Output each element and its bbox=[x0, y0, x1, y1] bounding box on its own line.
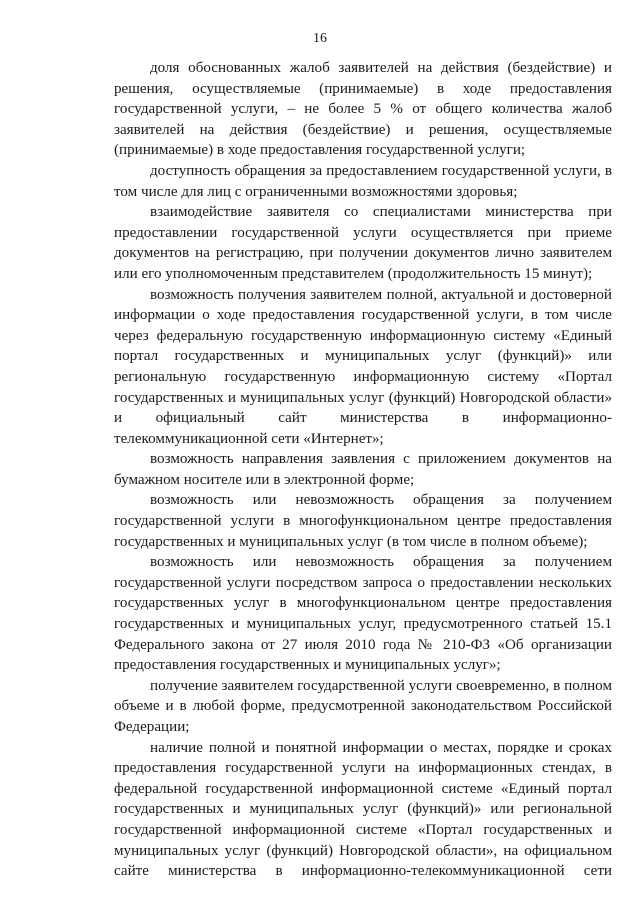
document-body bbox=[114, 58, 612, 882]
paragraph-complaints-share: доля обоснованных жалоб заявителей на действия (бездействие) и решения, осуществляемые (принимаемые) в ходе предоставления государственной услуги, – не более 5 % от общего количества жалоб заявителей на действия (бездействие) и решения, осуществляемые (принимаемые) в ходе предоставления государственной услуги; bbox=[114, 60, 612, 159]
paragraph-accessibility: доступность обращения за предоставлением государственной услуги, в том числе для лиц с ограниченными возможностями здоровья; bbox=[114, 162, 612, 200]
paragraph-information-access: возможность получения заявителем полной, актуальной и достоверной информации о ходе предоставления государственной услуги, в том числе через федеральную государственную информационную систему «Единый портал государственных и муниципальных услуг (функций)» или региональную государственную информационную систему «Портал государственных и муниципальных услуг (функций) Новгородской области» и официальный сайт министерства в информационно-телекоммуникационной сети «Интернет»; bbox=[114, 286, 612, 447]
paragraph-submission-form: возможность направления заявления с приложением документов на бумажном носителе или в электронной форме; bbox=[114, 451, 612, 488]
paragraph-timely-service: получение заявителем государственной услуги своевременно, в полном объеме и в любой форме, предусмотренной законодательством Российской Федерации; bbox=[114, 677, 612, 735]
page-number: 16 bbox=[313, 31, 327, 46]
paragraph-complex-request: возможность или невозможность обращения за получением государственной услуги посредством запроса о предоставлении нескольких государственных услуг в многофункциональном центре предоставления государственных и муниципальных услуг, предусмотренного статьей 15.1 Федерального закона от 27 июля 2010 года № 210-ФЗ «Об организации предоставления государственных и муниципальных услуг»; bbox=[114, 554, 612, 674]
paragraph-mfc-access: возможность или невозможность обращения за получением государственной услуги в многофункциональном центре предоставления государственных и муниципальных услуг (в том числе в полном объеме); bbox=[114, 492, 612, 550]
paragraph-interaction: взаимодействие заявителя со специалистами министерства при предоставлении государственной услуги осуществляется при приеме документов на регистрацию, при получении документов лично заявителем или его уполномоченным представителем (продолжительность 15 минут); bbox=[114, 204, 612, 282]
paragraph-info-availability: наличие полной и понятной информации о местах, порядке и сроках предоставления государственной услуги на информационных стендах, в федеральной государственной информационной системе «Единый портал государственных и муниципальных услуг (функций)» или региональной государственной информационной системе «Портал государственных и муниципальных услуг (функций) Новгородской области», на официальном сайте министерства в информационно-телекоммуникационной сети bbox=[114, 739, 612, 880]
